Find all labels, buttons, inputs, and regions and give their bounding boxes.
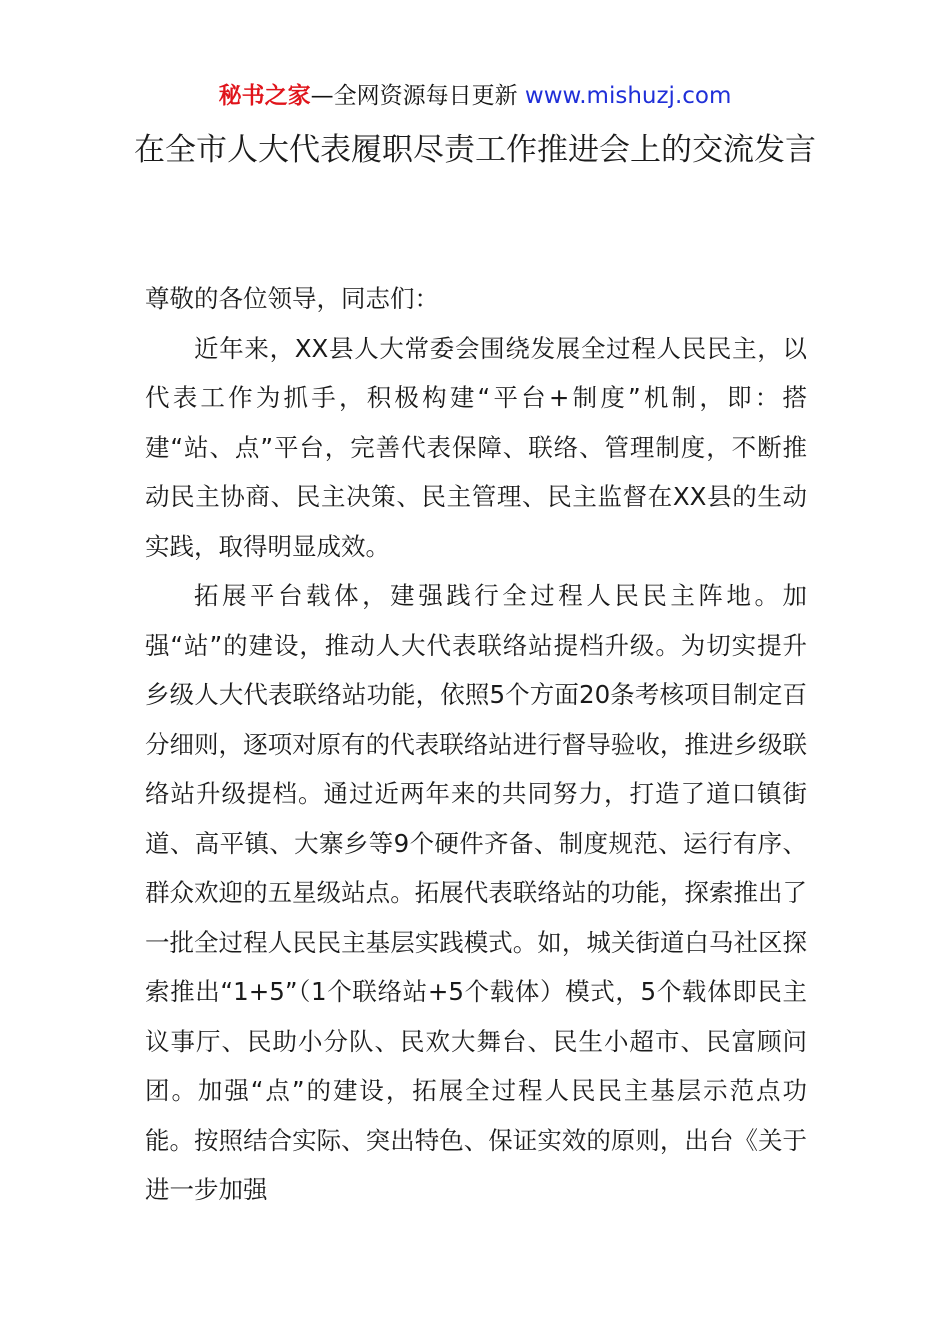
- paragraph: 拓展平台载体，建强践行全过程人民民主阵地。加强“站”的建设，推动人大代表联络站提档升级。为切实提升乡级人大代表联络站功能，依照5个方面20条考核项目制定百分细则，逐项对原有的代表联络站进行督导验收，推进乡级联络站升级提档。通过近两年来的共同努力，打造了道口镇街道、高平镇、大寨乡等9个硬件齐备、制度规范、运行有序、群众欢迎的五星级站点。拓展代表联络站的功能，探索推出了一批全过程人民民主基层实践模式。如，城关街道白马社区探索推出“1+5”（1个联络站+5个载体）模式，5个载体即民主议事厅、民助小分队、民欢大舞台、民生小超市、民富顾问团。加强“点”的建设，拓展全过程人民民主基层示范点功能。按照结合实际、突出特色、保证实效的原则，出台《关于进一步加强: [145, 581, 807, 1204]
- brand-name: 秘书之家: [218, 83, 311, 109]
- watermark-header: [0, 80, 950, 112]
- document-body: [145, 274, 807, 1215]
- document-title: 在全市人大代表履职尽责工作推进会上的交流发言: [134, 132, 816, 168]
- header-slogan: —全网资源每日更新: [310, 83, 525, 109]
- paragraph: 近年来，XX县人大常委会围绕发展全过程人民民主，以代表工作为抓手，积极构建“平台+制度”机制，即：搭建“站、点”平台，完善代表保障、联络、管理制度，不断推动民主协商、民主决策、民主管理、民主监督在XX县的生动实践，取得明显成效。: [145, 333, 807, 561]
- salutation: 尊敬的各位领导，同志们：: [145, 284, 439, 313]
- site-link[interactable]: www.mishuzj.com: [524, 83, 732, 109]
